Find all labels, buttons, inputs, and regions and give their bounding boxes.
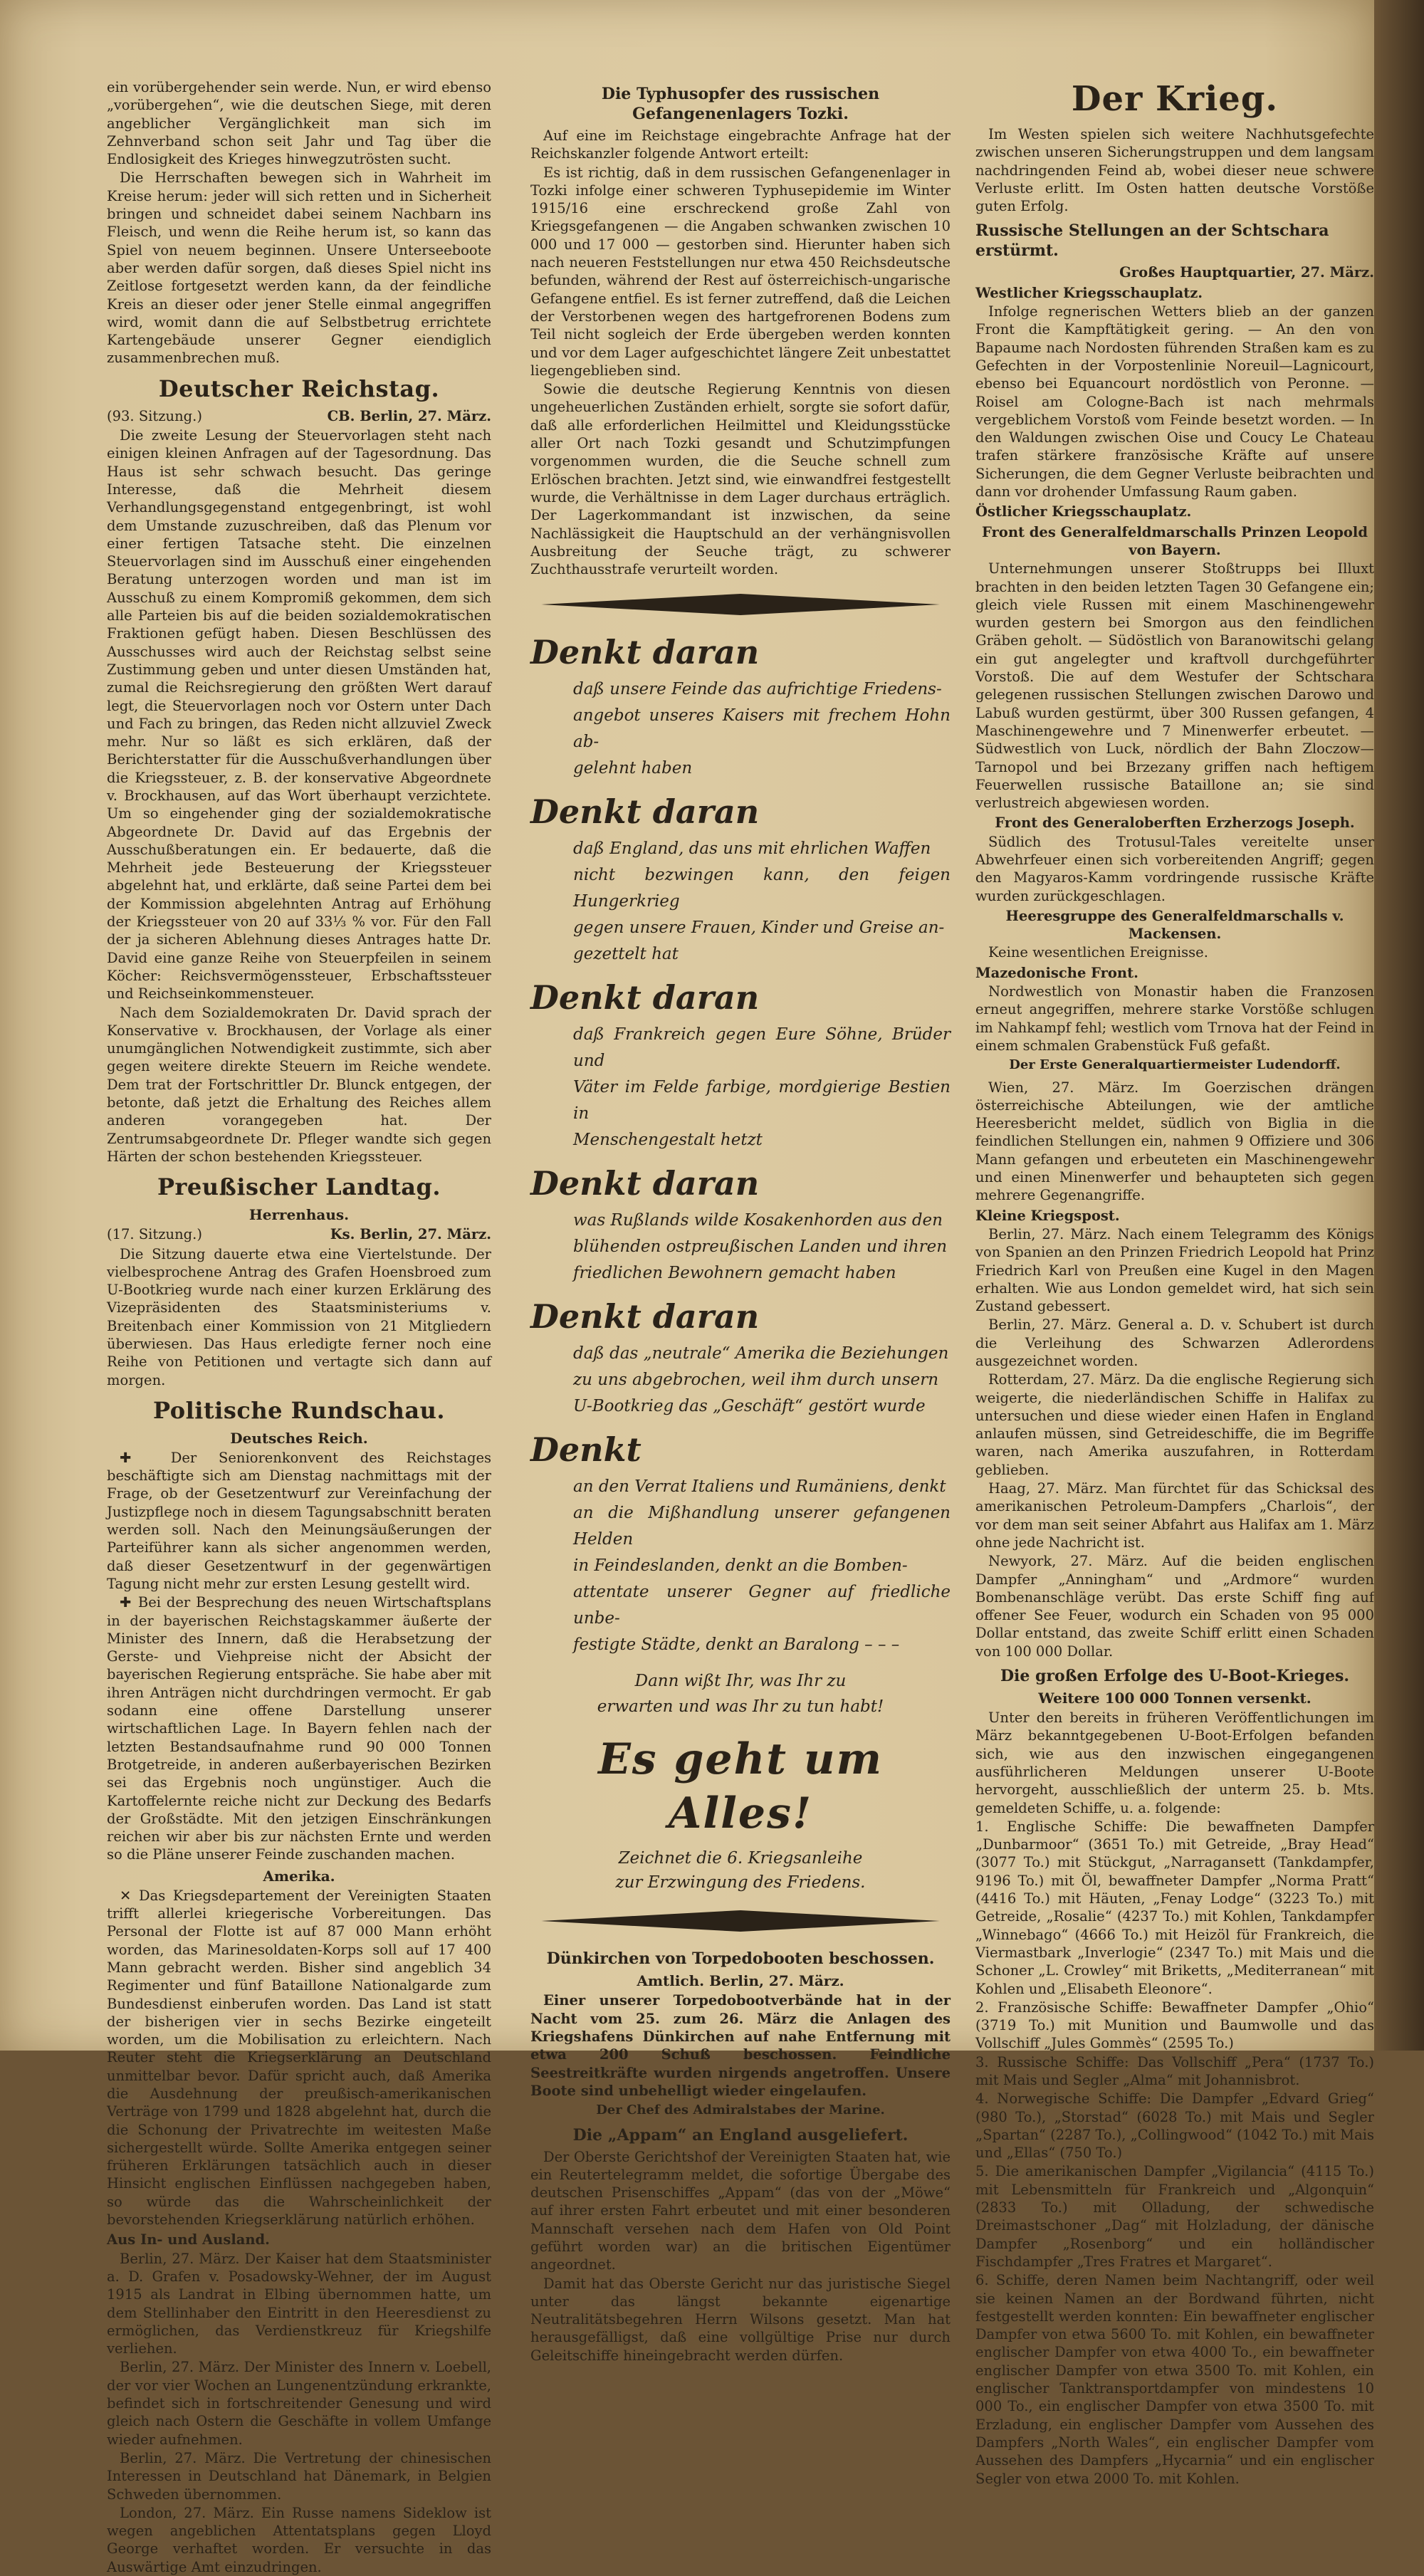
- rundschau-amerika-paragraph: ✕ Das Kriegsdepartement der Vereinigten Staaten trifft allerlei kriegerische Vorbereitungen. Das Personal der Flotte ist auf 87 000 Mann erhöht worden, das Marinesoldaten-Korps soll auf 17 400 Mann gebracht werden. Bisher sind angeblich 34 Regimenter und fünf Bataillone Nationalgarde zum Bundesdienst einberufen worden. Das Land ist statt der bisherigen vier in sechs Bezirke eingeteilt worden, um die Mobilisation zu erleichtern. Nach Reuter steht die Kriegserklärung an Deutschland unmittelbar bevor. Dafür spricht auch, daß Amerika die Ausdehnung der preußisch-amerikanischen Verträge von 1799 und 1828 abgelehnt hat, durch die die Schonung der Privatrechte im weitesten Maße sichergestellt würde. Sollte Amerika entgegen seiner früheren Erklärungen tatsächlich auch in dieser Hinsicht englischen Einflüssen nachgegeben haben, so würde das die Wahrscheinlichkeit der bevorstehenden Kriegserklärung natürlich erhöhen.: [107, 1887, 491, 2229]
- ad-line: Väter im Felde farbige, mordgierige Bestien in: [573, 1078, 951, 1124]
- ad-block-head: Denkt daran: [530, 633, 760, 672]
- ad-line: daß das „neutrale“ Amerika die Beziehungen: [573, 1344, 949, 1363]
- typhus-paragraph: Sowie die deutsche Regierung Kenntnis von diesen ungeheuerlichen Zuständen erhielt, sorgte sie sofort dafür, daß alle erforderlichen Heilmittel und Kleidungsstücke aller Ort nach Tozki gesandt und Schutzimpfungen vorgenommen wurden, die die Seuche schnell zum Erlöschen brachten. Jetzt sind, wie einwandfrei festgestellt wurde, die Verhältnisse in dem Lager durchaus erträglich. Der Lagerkommandant ist inzwischen, da seine Nachlässigkeit die Hauptschuld an der verhängnisvollen Ausbreitung der Seuche trägt, zu schwerer Zuchthausstrafe verurteilt worden.: [530, 381, 951, 578]
- rundschau-amerika-subheading: Amerika.: [263, 1867, 335, 1885]
- landtag-paragraph: Die Sitzung dauerte etwa eine Viertelstunde. Der vielbesprochene Antrag des Grafen Hoensbroed zum U-Bootkrieg wurde nach einer kurzen Erklärung des Vizepräsidenten des Staatsministeriums v. Breitenbach einer Kommission von 21 Mitgliedern überwiesen. Das Haus erledigte ferner noch eine Reihe von Petitionen und vertagte sich dann auf morgen.: [107, 1245, 491, 1388]
- kleine-paragraph: Rotterdam, 27. März. Da die englische Regierung sich weigerte, die niederländischen Schiffe in Halifax zu untersuchen und diese wieder einen Hafen in England anlaufen müssen, sind Getreideschiffe, die im Begriffe waren, nach Amerika auszufahren, in Rotterdam geblieben.: [975, 1371, 1374, 1478]
- ad-block-head: Denkt daran: [530, 1164, 760, 1203]
- rundschau-reich-paragraph: ✚ Der Seniorenkonvent des Reichstages beschäftigte sich am Dienstag nachmittags mit der Frage, ob der Gesetzentwurf zur Vereinfachung der Justizpflege noch in diesem Tagungsabschnitt beraten werden soll. Nach den Meinungsäußerungen der Parteiführer kann als sicher angenommen werden, daß dieser Gesetzentwurf in der gegenwärtigen Tagung nicht mehr zur ersten Lesung gestellt wird.: [107, 1449, 491, 1592]
- uboot-list: [975, 1818, 1374, 2488]
- appam-heading: Die „Appam“ an England ausgeliefert.: [572, 2125, 909, 2145]
- kleine-kriegspost-heading: Kleine Kriegspost.: [975, 1207, 1120, 1224]
- uboot-subheading: Weitere 100 000 Tonnen versenkt.: [1038, 1690, 1312, 1707]
- ad-block: [530, 1297, 951, 1420]
- duenkirchen-heading: Dünkirchen von Torpedobooten beschossen.: [546, 1949, 935, 1969]
- uboot-list-item: 4. Norwegische Schiffe: Die Dampfer „Edvard Grieg“ (980 To.), „Storstad“ (6028 To.) mit Mais und Segler „Spartan“ (2287 To.), „Collingwood“ (1042 To.) mit Mais und „Ellas“ (750 To.): [975, 2090, 1374, 2162]
- maz-heading: Mazedonische Front.: [975, 964, 1138, 981]
- ad-block: [530, 1430, 951, 1658]
- inland-paragraph: Berlin, 27. März. Die Vertretung der chinesischen Interessen in Deutschland hat Dänemark, in Belgien Schweden übernommen.: [107, 2449, 491, 2503]
- uboot-list-item: 6. Schiffe, deren Namen beim Nachtangriff, oder weil sie keinen Namen an der Bordwand führten, nicht festgestellt werden konnten: Ein bewaffneter englischer Dampfer von etwa 5600 To. mit Kohlen, ein bewaffneter englischer Dampfer von etwa 4000 To., ein bewaffneter englischer Dampfer von etwa 3500 To. mit Kohlen, ein englischer Tanktransportdampfer von mindestens 10 000 To., ein englischer Dampfer von etwa 3500 To. mit Erzladung, ein englischer Dampfer vom Aussehen des Dampfers „North Wales“, ein englischer Dampfer vom Aussehen des Dampfers „Hycarnia“ und ein englischer Segler von etwa 2000 To. mit Kohlen.: [975, 2272, 1374, 2487]
- ad-block: [530, 1163, 951, 1287]
- ost-front1-heading: Front des Generalfeldmarschalls Prinzen Leopold von Bayern.: [982, 523, 1368, 558]
- ost-front3-heading: Heeresgruppe des Generalfeldmarschalls v. Mackensen.: [1005, 907, 1344, 943]
- typhus-heading: Die Typhusopfer des russischen Gefangenenlagers Tozki.: [601, 85, 880, 123]
- landtag-heading: Preußischer Landtag.: [157, 1173, 441, 1201]
- ad-line: an die Mißhandlung unserer gefangenen Helden: [573, 1504, 951, 1549]
- inland-paragraph: London, 27. März. Ein Russe namens Sideklow ist wegen angeblichen Attentatsplans gegen Lloyd George verhaftet worden. Er versuchte in das Auswärtige Amt einzudringen.: [107, 2504, 491, 2575]
- appam-paragraph: Damit hat das Oberste Gericht nur das juristische Siegel unter das längst bekannte eigenartige Neutralitätsbegehren Herrn Wilsons gesetzt. Man hat herausgefälligst, daß eine vollgültige Prise nur durch Geleitschiffe hineingebracht werden dürfen.: [530, 2275, 951, 2364]
- ad-line: festigte Städte, denkt an Baralong – – –: [573, 1635, 900, 1655]
- ad-line: angebot unseres Kaisers mit frechem Hohn ab-: [573, 706, 951, 752]
- kriegsanleihe-ad: [530, 632, 951, 1895]
- kleine-paragraph: Newyork, 27. März. Auf die beiden englischen Dampfer „Anningham“ und „Ardmore“ wurden Bombenanschläge verübt. Das erste Schiff fing auf offener See Feuer, wodurch ein Schaden von 95 000 Dollar entstand, das zweite Schiff erlitt einen Schaden von 100 000 Dollar.: [975, 1553, 1374, 1660]
- reichstag-heading: Deutscher Reichstag.: [158, 375, 440, 402]
- decorative-rule-top: [541, 592, 940, 617]
- ost-front1-paragraph: Unternehmungen unserer Stoßtrupps bei Illuxt brachten in den beiden letzten Tagen 30 Gefangene ein; gleich viele Russen mit einem Maschinengewehr wurden gestern bei Smorgon aus den feindlichen Gräben geholt. — Südöstlich von Baranowitschi gelang ein gut angelegter und kraftvoll durchgeführter Vorstoß. Die auf dem Westufer der Schtschara gelegenen russischen Stellungen zwischen Darowo und Labuß wurden gestürmt, über 300 Russen gefangen, 4 Maschinengewehre und 7 Minenwerfer erbeutet. — Südwestlich von Luck, nördlich der Bahn Zloczow—Tarnopol und bei Brzezany griffen nach heftigem Feuerwellen russische Bataillone an; sie sind verlustreich abgewiesen worden.: [975, 560, 1374, 812]
- ad-line: gegen unsere Frauen, Kinder und Greise an-: [573, 918, 945, 938]
- ad-block: [530, 632, 951, 782]
- ad-line: in Feindeslanden, denkt an die Bomben-: [573, 1556, 908, 1576]
- landtag-subheading: Herrenhaus.: [248, 1206, 350, 1224]
- reichstag-paragraph: Nach dem Sozialdemokraten Dr. David sprach der Konservative v. Brockhausen, der Vorlage als einer unumgänglichen Notwendigkeit zustimmte, sich aber gegen weitere direkte Steuern im Reiche wendete. Dem trat der Fortschrittler Dr. Blunck entgegen, der betonte, daß jetzt die Erhaltung des Reiches allem anderen vorangegeben hat. Der Zentrumsabgeordnete Dr. Pfleger wandte sich gegen Härten der schon bestehenden Kriegssteuer.: [107, 1004, 491, 1165]
- russ-heading: Russische Stellungen an der Schtschara erstürmt.: [975, 221, 1329, 261]
- maz-paragraph: Nordwestlich von Monastir haben die Franzosen erneut angegriffen, mehrere starke Vorstöße schlugen im Nahkampf fehl; westlich vom Trnova hat der Feind in einem schmalen Grabenstück Fuß gefaßt.: [975, 983, 1374, 1054]
- duenkirchen-dateline: Amtlich. Berlin, 27. März.: [637, 1972, 844, 1990]
- ad-block-head: Denkt daran: [530, 1297, 760, 1336]
- inland-heading: Aus In- und Ausland.: [107, 2231, 270, 2248]
- wien-paragraph: Wien, 27. März. Im Goerzischen drängen österreichische Abteilungen, wie der amtliche Heeresbericht meldet, südlich von Biglia in die feindlichen Stellungen ein, nahmen 9 Offiziere und 306 Mann gefangen und erbeuteten ein Maschinengewehr und einen Minenwerfer und behaupteten sich gegen mehrere Gegenangriffe.: [975, 1079, 1374, 1204]
- typhus-paragraph: Auf eine im Reichstage eingebrachte Anfrage hat der Reichskanzler folgende Antwort erteilt:: [530, 127, 951, 162]
- typhus-paragraph: Es ist richtig, daß in dem russischen Gefangenenlager in Tozki infolge einer schweren Typhusepidemie im Winter 1915/16 eine erschreckend große Zahl von Kriegsgefangenen — die Angaben schwanken zwischen 10 000 und 17 000 — gestorben sind. Hierunter haben sich nach neueren Feststellungen nur etwa 450 Reichsdeutsche befunden, während der Rest auf österreichisch-ungarische Gefangene entfiel. Es ist ferner zutreffend, daß die Leichen der Verstorbenen wegen des hartgefrorenen Bodens zum Teil nicht sogleich der Erde übergeben werden konnten und vor dem Lager aufgeschichtet längere Zeit unbestattet liegengeblieben sind.: [530, 164, 951, 379]
- intro-paragraph: Die Herrschaften bewegen sich in Wahrheit im Kreise herum: jeder will sich retten und in Sicherheit bringen und schneidet dabei seinem Nachbarn ins Fleisch, und wenn die Reihe herum ist, so kann das Spiel von neuem beginnen. Unsere Unterseeboote aber werden dafür sorgen, daß dieses Spiel nicht ins Zeitlose fortgesetzt werden kann, da der feindliche Kreis an dieser oder jener Stelle einmal angegriffen wird, womit dann die auf Selbstbetrug errichtete Kartengebäude unserer Gegner eiendiglich zusammenbrechen muß.: [107, 169, 491, 367]
- column-middle: [530, 78, 951, 2364]
- ad-zeichnet-line: Zeichnet die 6. Kriegsanleihe: [618, 1849, 863, 1868]
- landtag-dateline: [107, 1225, 491, 1243]
- ad-line: daß unsere Feinde das aufrichtige Friedens-: [573, 680, 942, 699]
- rundschau-reich-subheading: Deutsches Reich.: [230, 1429, 368, 1447]
- ad-line: gelehnt haben: [573, 759, 693, 778]
- uboot-list-item: 5. Die amerikanischen Dampfer „Vigilancia“ (4115 To.) mit Lebensmitteln für Frankreich und „Algonquin“ (2833 To.) mit Olladung, der schwedische Dreimastschoner „Dag“ mit Holzladung, der dänische Dampfer „Rosenborg“ und ein holländischer Fischdampfer „Tres Fratres et Margaret“.: [975, 2163, 1374, 2270]
- ad-line: attentate unserer Gegner auf friedliche unbe-: [573, 1583, 951, 1628]
- kleine-paragraph: Berlin, 27. März. General a. D. v. Schubert ist durch die Verleihung des Schwarzen Adlerordens ausgezeichnet worden.: [975, 1316, 1374, 1369]
- duenkirchen-signature: Der Chef des Admiralstabes der Marine.: [596, 2103, 885, 2118]
- ad-dann-line: erwarten und was Ihr zu tun habt!: [597, 1697, 884, 1717]
- krieg-heading: Der Krieg.: [1071, 79, 1279, 119]
- reichstag-sitzung: (93. Sitzung.): [107, 407, 202, 424]
- duenkirchen-paragraph: Einer unserer Torpedobootverbände hat in der Nacht vom 25. zum 26. März die Anlagen des Kriegshafens Dünkirchen auf nahe Entfernung mit etwa 200 Schuß beschossen. Feindliche Seestreitkräfte wurden nirgends angetroffen. Unsere Boote sind unbehelligt wieder eingelaufen.: [530, 1992, 951, 2099]
- west-heading: Westlicher Kriegsschauplatz.: [975, 284, 1203, 301]
- ad-line: friedlichen Bewohnern gemacht haben: [573, 1264, 896, 1283]
- ad-block-head: Denkt: [530, 1430, 642, 1470]
- ad-line: nicht bezwingen kann, den feigen Hungerkrieg: [573, 866, 951, 911]
- binding-edge: [1374, 0, 1424, 2051]
- ad-block-head: Denkt daran: [530, 792, 760, 832]
- ost-front3-paragraph: Keine wesentlichen Ereignisse.: [988, 944, 1208, 961]
- uboot-list-item: 2. Französische Schiffe: Bewaffneter Dampfer „Ohio“ (3719 To.) mit Munition und Baumwolle und das Vollschiff „Jules Gommès“ (2595 To.): [975, 1999, 1374, 2052]
- rundschau-heading: Politische Rundschau.: [153, 1396, 445, 1424]
- appam-paragraph: Der Oberste Gerichtshof der Vereinigten Staaten hat, wie ein Reutertelegramm meldet, die sofortige Übergabe des deutschen Prisenschiffes „Appam“ (das von der „Möwe“ auf ihrer ersten Fahrt erbeutet und mit einer besonderen Mannschaft versehen nach dem Hafen von Old Point geführt worden war) an die britischen Eigentümer angeordnet.: [530, 2148, 951, 2273]
- column-right: [975, 78, 1374, 2487]
- west-paragraph: Infolge regnerischen Wetters blieb an der ganzen Front die Kampftätigkeit gering. — An den von Bapaume nach Nordosten führenden Straßen kam es zu Gefechten in der Vorpostenlinie Noreuil—Lagnicourt, ebenso bei Equancourt nordöstlich von Peronne. — Roisel am Cologne-Bach ist nach mehrmals vergeblichem Vorstoß vom Feinde besetzt worden. — In den Waldungen zwischen Oise und Coucy Le Chateau trafen stärkere französische Kräfte auf unsere Sicherungen, die dem Gegner Verluste beibrachten und dann vor drohender Umfassung Raum gaben.: [975, 303, 1374, 501]
- ost-heading: Östlicher Kriegsschauplatz.: [975, 503, 1192, 520]
- landtag-date: Ks. Berlin, 27. März.: [330, 1226, 491, 1243]
- reichstag-date: CB. Berlin, 27. März.: [327, 407, 491, 424]
- ad-line: was Rußlands wilde Kosakenhorden aus den: [573, 1211, 943, 1230]
- ad-zeichnet-line: zur Erzwingung des Friedens.: [615, 1873, 866, 1892]
- uboot-heading: Die großen Erfolge des U-Boot-Krieges.: [1000, 1667, 1350, 1686]
- ad-block: [530, 978, 951, 1153]
- ad-line: daß England, das uns mit ehrlichen Waffen: [573, 839, 931, 859]
- ad-line: zu uns abgebrochen, weil ihm durch unsern: [573, 1371, 939, 1390]
- intro-paragraph: ein vorübergehender sein werde. Nun, er wird ebenso „vorübergehen“, wie die deutschen Siege, mit deren angeblicher Vergänglichkeit man sich im Zehnverband schon seit Jahr und Tag über die Endlosigkeit des Krieges hinwegzutrösten sucht.: [107, 79, 491, 168]
- krieg-intro: Im Westen spielen sich weitere Nachhutsgefechte zwischen unseren Sicherungstruppen und dem langsam nachdringenden Feind ab, wobei dieser neue schwere Verluste erlitt. Im Osten hatten deutsche Vorstöße guten Erfolg.: [975, 126, 1374, 215]
- ad-slogan: Es geht um Alles!: [598, 1734, 883, 1839]
- reichstag-paragraph: Die zweite Lesung der Steuervorlagen steht nach einigen kleinen Anfragen auf der Tagesordnung. Das Haus ist sehr schwach besucht. Das geringe Interesse, daß die Mehrheit diesem Verhandlungsgegenstand entgegenbringt, ist wohl dem Umstande zuzuschreiben, daß das Plenum vor einer fertigen Tatsache steht. Die einzelnen Steuervorlagen sind im Ausschuß einer eingehenden Beratung unterzogen worden und man ist im Ausschuß zu einem Kompromiß gekommen, dem sich alle Parteien bis auf die beiden sozialdemokratischen Fraktionen gefügt haben. Diesen Beschlüssen des Ausschusses wird auch der Reichstag selbst seine Zustimmung geben und unter diesen Umständen hat, zumal die Reichsregierung den größten Wert darauf legt, die Steuervorlagen noch vor Ostern unter Dach und Fach zu bringen, das Reden nicht allzuviel Zweck mehr. Nur so läßt es sich erklären, daß der Berichterstatter für die Ausschußverhandlungen über die Kriegssteuer, z. B. der konservative Abgeordnete v. Brockhausen, auf das Wort überhaupt verzichtete. Um so eingehender ging der sozialdemokratische Abgeordnete Dr. David auf das Ergebnis der Ausschußberatungen ein. Er bedauerte, daß die Mehrheit jede Besteuerung der Kriegssteuer abgelehnt hat, und erklärte, daß seine Partei dem bei der Kommission abgelehnten Antrag auf Erhöhung der Kriegssteuer von 20 auf 33⅓ % vor. Für den Fall der ja sicheren Ablehnung dieses Antrages hatte Dr. David eine ganze Reihe von Steuerpfeilen in seinem Köcher: Reichsvermögenssteuer, Erbschaftssteuer und Reichseinkommensteuer.: [107, 427, 491, 1002]
- ost-front2-heading: Front des Generaloberften Erzherzogs Joseph.: [995, 815, 1355, 832]
- ad-line: Menschengestalt hetzt: [573, 1131, 763, 1150]
- ost-front2-paragraph: Südlich des Trotusul-Tales vereitelte unser Abwehrfeuer einen sich vorbereitenden Angriff; gegen den Magyaros-Kamm vordringende russische Kräfte wurden zurückgeschlagen.: [975, 833, 1374, 904]
- ad-block: [530, 792, 951, 968]
- landtag-sitzung: (17. Sitzung.): [107, 1226, 202, 1243]
- gh-dateline: Großes Hauptquartier, 27. März.: [1119, 264, 1374, 281]
- inland-paragraph: Berlin, 27. März. Der Kaiser hat dem Staatsminister a. D. Grafen v. Posadowsky-Wehner, der im August 1915 als Landrat in Elbing übernommen hatte, um dem Stellinhaber den Eintritt in den Heeresdienst zu ermöglichen, das Verdienstkreuz für Kriegshilfe verliehen.: [107, 2250, 491, 2357]
- kleine-paragraph: Berlin, 27. März. Nach einem Telegramm des Königs von Spanien an den Prinzen Friedrich Leopold hat Prinz Friedrich Karl von Preußen eine Kugel in den Magen erhalten. Wie aus London gemeldet wird, hat sich sein Zustand gebessert.: [975, 1225, 1374, 1315]
- ad-line: gezettelt hat: [573, 945, 679, 964]
- ad-line: U-Bootkrieg das „Geschäft“ gestört wurde: [573, 1397, 926, 1416]
- ludendorff-signature: Der Erste Generalquartiermeister Ludendorff.: [1009, 1057, 1341, 1073]
- ad-block-head: Denkt daran: [530, 978, 760, 1017]
- ad-line: blühenden ostpreußischen Landen und ihren: [573, 1237, 948, 1257]
- decorative-rule-bottom: [541, 1909, 940, 1933]
- ad-line: an den Verrat Italiens und Rumäniens, denkt: [573, 1477, 946, 1497]
- uboot-list-item: 3. Russische Schiffe: Das Vollschiff „Pera“ (1737 To.) mit Mais und Segler „Alma“ mit Johannisbrot.: [975, 2053, 1374, 2088]
- rundschau-reich-paragraph: ✚ Bei der Besprechung des neuen Wirtschaftsplans in der bayerischen Reichstagskammer äußerte der Minister des Innern, daß die Herabsetzung der Gerste- und Viehpreise nicht der Absicht der bayerischen Regierung entspräche. Sie habe aber mit ihren Anträgen nicht durchdringen vermocht. Er gab sodann eine offene Darstellung unserer wirtschaftlichen Lage. In Bayern fehlen nach der letzten Bestandsaufnahme rund 90 000 Tonnen Brotgetreide, in anderen außerbayerischen Bezirken sei das Ergebnis noch ungünstiger. Auch die Kartoffelernte reiche nicht zur Deckung des Bedarfs der Großstädte. Mit den jetzigen Einschränkungen reichen wir aber bis zur nächsten Ernte und werden so die Pläne unserer Feinde zuschanden machen.: [107, 1594, 491, 1863]
- reichstag-dateline: [107, 407, 491, 425]
- uboot-list-item: 1. Englische Schiffe: Die bewaffneten Dampfer „Dunbarmoor“ (3651 To.) mit Getreide, „Bray Head“ (3077 To.) mit Stückgut, „Narragansett (Tankdampfer, 9196 To.) mit Öl, bewaffneter Dampfer „Norma Pratt“ (4416 To.) mit Häuten, „Fenay Lodge“ (3223 To.) mit Getreide, „Rosalie“ (4237 To.) mit Kohlen, Tankdampfer „Winnebago“ (4666 To.) mit Heizöl für Frankreich, die Viermastbark „Inverlogie“ (2347 To.) mit Mais und die Schoner „L. Crowley“ mit Briketts, „Mediterranean“ mit Kohlen und „Elisabeth Eleonore“.: [975, 1818, 1374, 1997]
- column-left: [107, 78, 491, 2575]
- kleine-paragraph: Haag, 27. März. Man fürchtet für das Schicksal des amerikanischen Petroleum-Dampfers „Charlois“, der vor dem man seit seiner Abfahrt aus Halifax am 1. März ohne jede Nachricht ist.: [975, 1480, 1374, 1551]
- inland-paragraph: Berlin, 27. März. Der Minister des Innern v. Loebell, der vor vier Wochen an Lungenentzündung erkrankte, befindet sich in fortschreitender Genesung und wird gleich nach Ostern die Geschäfte in vollem Umfange wieder aufnehmen.: [107, 2359, 491, 2448]
- ad-dann-line: Dann wißt Ihr, was Ihr zu: [634, 1672, 847, 1691]
- uboot-intro: Unter den bereits in früheren Veröffentlichungen im März bekanntgegebenen U-Boot-Erfolgen befanden sich, wie aus den inzwischen eingegangenen ausführlicheren Meldungen unserer U-Boote hervorgeht, ausschließlich der unterm 25. b. Mts. gemeldeten Schiffe, u. a. folgende:: [975, 1710, 1374, 1816]
- ad-line: daß Frankreich gegen Eure Söhne, Brüder und: [573, 1025, 951, 1071]
